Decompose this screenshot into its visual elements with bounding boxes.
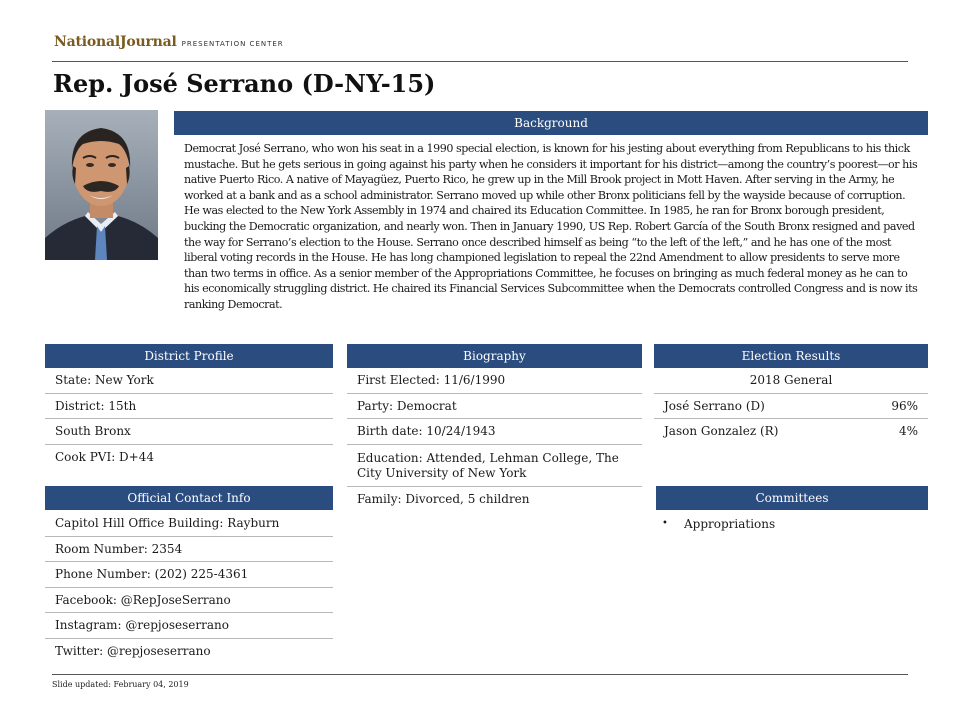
committees-list	[662, 514, 775, 534]
contact-phone: Phone Number: (202) 225-4361	[45, 562, 333, 588]
bio-first-elected: First Elected: 11/6/1990	[347, 368, 642, 394]
contact-facebook: Facebook: @RepJoseSerrano	[45, 588, 333, 614]
biography-list	[347, 368, 642, 512]
election-row	[654, 419, 928, 445]
bullet-icon: •	[662, 518, 668, 529]
candidate-percent: 96%	[891, 398, 918, 413]
contact-twitter: Twitter: @repjoseserrano	[55, 643, 211, 658]
district-number: District: 15th	[45, 394, 333, 420]
election-row	[654, 394, 928, 420]
candidate-name: José Serrano (D)	[664, 398, 765, 413]
page-title: Rep. José Serrano (D-NY-15)	[53, 69, 436, 98]
committee-name: Appropriations	[684, 517, 776, 531]
bio-party: Party: Democrat	[347, 394, 642, 420]
brand-subtitle: PRESENTATION CENTER	[181, 40, 284, 48]
election-results-list	[654, 368, 928, 445]
district-cook-pvi: Cook PVI: D+44	[55, 449, 154, 464]
election-results-header: Election Results	[654, 344, 928, 368]
background-header: Background	[174, 111, 928, 135]
candidate-name: Jason Gonzalez (R)	[664, 424, 779, 438]
bottom-divider	[52, 674, 908, 675]
candidate-percent: 4%	[898, 424, 918, 438]
contact-info-header: Official Contact Info	[45, 486, 333, 510]
bio-birth-date: Birth date: 10/24/1943	[347, 419, 642, 445]
district-state: State: New York	[45, 368, 333, 394]
contact-room-number: Room Number: 2354	[45, 537, 333, 563]
biography-header: Biography	[347, 344, 642, 368]
committees-header: Committees	[656, 486, 928, 510]
district-profile-header: District Profile	[45, 344, 333, 368]
brand-logo	[54, 34, 284, 50]
contact-instagram: Instagram: @repjoseserrano	[45, 613, 333, 639]
election-subheading: 2018 General	[654, 368, 928, 394]
contact-info-list	[45, 511, 333, 664]
background-text: Democrat José Serrano, who won his seat in a 1990 special election, is known for his jesting about everything from Republicans to his thick mustache. But he gets serious in going against his party when he considers it important for his district—among the country’s poorest—or his native Puerto Rico. A native of Mayagüez, Puerto Rico, he grew up in the Mill Brook project in Mott Haven. After serving in the Army, he worked at a bank and as a school administrator. Serrano moved up while other Bronx politicians fell by the wayside because of corruption. He was elected to the New York Assembly in 1974 and chaired its Education Committee. In 1985, he ran for Bronx borough president, bucking the Democratic organization, and nearly won. Then in January 1990, US Rep. Robert García of the South Bronx resigned and paved the way for Serrano’s election to the House. Serrano once described himself as being “to the left of the left,” and he has one of the most liberal voting records in the House. He has long championed legislation to repeal the 22nd Amendment to allow presidents to serve more than two terms in office. As a senior member of the Appropriations Committee, he focuses on bringing as much federal money as he can to his economically struggling district. He chaired its Financial Services Subcommittee when the Democrats controlled Congress and is now its ranking Democrat.	[184, 142, 918, 311]
bio-education: Education: Attended, Lehman College, The City University of New York	[347, 445, 642, 487]
top-divider	[52, 61, 908, 62]
portrait-photo	[45, 110, 158, 260]
slide-updated-note: Slide updated: February 04, 2019	[52, 680, 189, 689]
brand-name: NationalJournal	[54, 34, 177, 50]
contact-office-building: Capitol Hill Office Building: Rayburn	[45, 511, 333, 537]
bio-family: Family: Divorced, 5 children	[357, 491, 530, 506]
district-profile-list	[45, 368, 333, 470]
committee-item	[662, 514, 775, 534]
district-area: South Bronx	[45, 419, 333, 445]
